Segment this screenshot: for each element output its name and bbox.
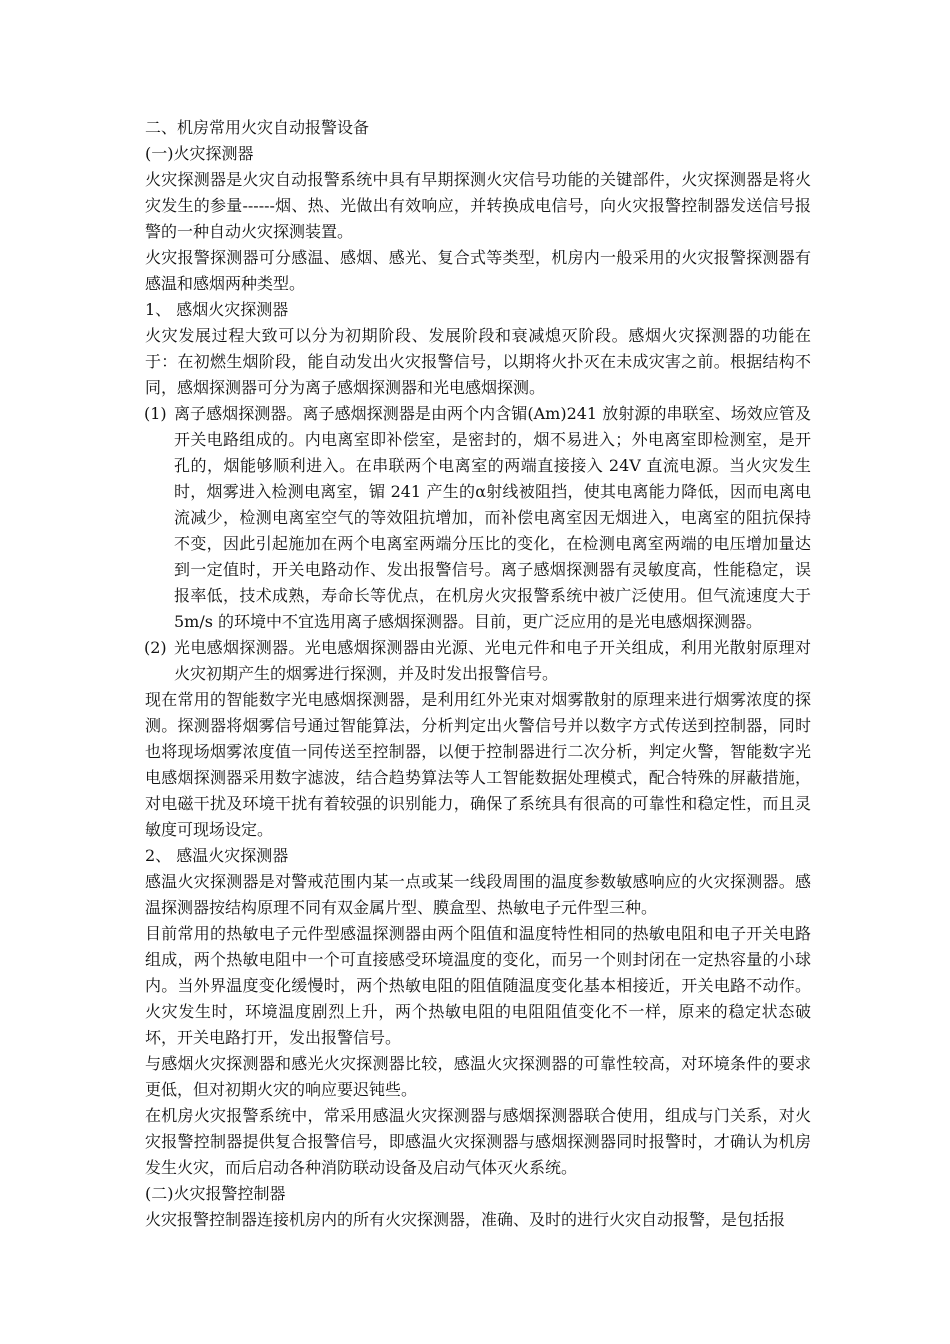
paragraph: 感温火灾探测器是对警戒范围内某一点或某一线段周围的温度参数敏感响应的火灾探测器。感温探测器按结构原理不同有双金属片型、膜盒型、热敏电子元件型三种。: [145, 872, 811, 917]
subsection-heading-2: (二)火灾报警控制器: [145, 1184, 286, 1203]
subsection-heading-1: (一)火灾探测器: [145, 144, 254, 163]
list-item: [145, 401, 811, 635]
paragraph: 火灾报警探测器可分感温、感烟、感光、复合式等类型，机房内一般采用的火灾报警探测器有感温和感烟两种类型。: [145, 248, 811, 293]
list-item-text: 离子感烟探测器。离子感烟探测器是由两个内含镅(Am)241 放射源的串联室、场效应管及开关电路组成的。内电离室即补偿室，是密封的，烟不易进入；外电离室即检测室，是开孔的，烟能够顺利进入。在串联两个电离室的两端直接接入 24V 直流电源。当火灾发生时，烟雾进入检测电离室，镅 241 产生的α射线被阻挡，使其电离能力降低，因而电离电流减少，检测电离室空气的等效阻抗增加，而补偿电离室因无烟进入，电离室的阻抗保持不变，因此引起施加在两个电离室两端分压比的变化，在检测电离室两端的电压增加量达到一定值时，开关电路动作、发出报警信号。离子感烟探测器有灵敏度高，性能稳定，误报率低，技术成熟，寿命长等优点，在机房火灾报警系统中被广泛使用。但气流速度大于 5m/s 的环境中不宜选用离子感烟探测器。目前，更广泛应用的是光电感烟探测器。: [174, 404, 811, 631]
list-item-number: (2): [144, 638, 167, 657]
list-item-number: (1): [144, 404, 167, 423]
paragraph: 现在常用的智能数字光电感烟探测器，是利用红外光束对烟雾散射的原理来进行烟雾浓度的探测。探测器将烟雾信号通过智能算法，分析判定出火警信号并以数字方式传送到控制器，同时也将现场烟雾浓度值一同传送至控制器，以便于控制器进行二次分析，判定火警，智能数字光电感烟探测器采用数字滤波，结合趋势算法等人工智能数据处理模式，配合特殊的屏蔽措施，对电磁干扰及环境干扰有着较强的识别能力，确保了系统具有很高的可靠性和稳定性，而且灵敏度可现场设定。: [145, 690, 811, 839]
paragraph: 在机房火灾报警系统中，常采用感温火灾探测器与感烟探测器联合使用，组成与门关系，对火灾报警控制器提供复合报警信号，即感温火灾探测器与感烟探测器同时报警时，才确认为机房发生火灾，而后启动各种消防联动设备及启动气体灭火系统。: [145, 1106, 811, 1177]
numbered-heading-1: 1、 感烟火灾探测器: [145, 300, 289, 319]
list-item: [145, 635, 811, 687]
numbered-heading-2: 2、 感温火灾探测器: [145, 846, 289, 865]
paragraph: 与感烟火灾探测器和感光火灾探测器比较，感温火灾探测器的可靠性较高，对环境条件的要求更低，但对初期火灾的响应要迟钝些。: [145, 1054, 811, 1099]
document-body: [145, 115, 811, 1233]
paragraph: 目前常用的热敏电子元件型感温探测器由两个阻值和温度特性相同的热敏电阻和电子开关电路组成，两个热敏电阻中一个可直接感受环境温度的变化，而另一个则封闭在一定热容量的小球内。当外界温度变化缓慢时，两个热敏电阻的阻值随温度变化基本相接近，开关电路不动作。火灾发生时，环境温度剧烈上升，两个热敏电阻的电阻阻值变化不一样，原来的稳定状态破坏，开关电路打开，发出报警信号。: [145, 924, 811, 1047]
paragraph: 火灾探测器是火灾自动报警系统中具有早期探测火灾信号功能的关键部件，火灾探测器是将火灾发生的参量------烟、热、光做出有效响应，并转换成电信号，向火灾报警控制器发送信号报警的一种自动火灾探测装置。: [145, 170, 811, 241]
section-heading: 二、机房常用火灾自动报警设备: [145, 118, 370, 137]
paragraph: 火灾报警控制器连接机房内的所有火灾探测器，准确、及时的进行火灾自动报警，是包括报: [145, 1210, 786, 1229]
list-item-text: 光电感烟探测器。光电感烟探测器由光源、光电元件和电子开关组成，利用光散射原理对火灾初期产生的烟雾进行探测，并及时发出报警信号。: [174, 638, 811, 683]
paragraph: 火灾发展过程大致可以分为初期阶段、发展阶段和衰减熄灭阶段。感烟火灾探测器的功能在于：在初燃生烟阶段，能自动发出火灾报警信号，以期将火扑灭在未成灾害之前。根据结构不同，感烟探测器可分为离子感烟探测器和光电感烟探测。: [145, 326, 811, 397]
